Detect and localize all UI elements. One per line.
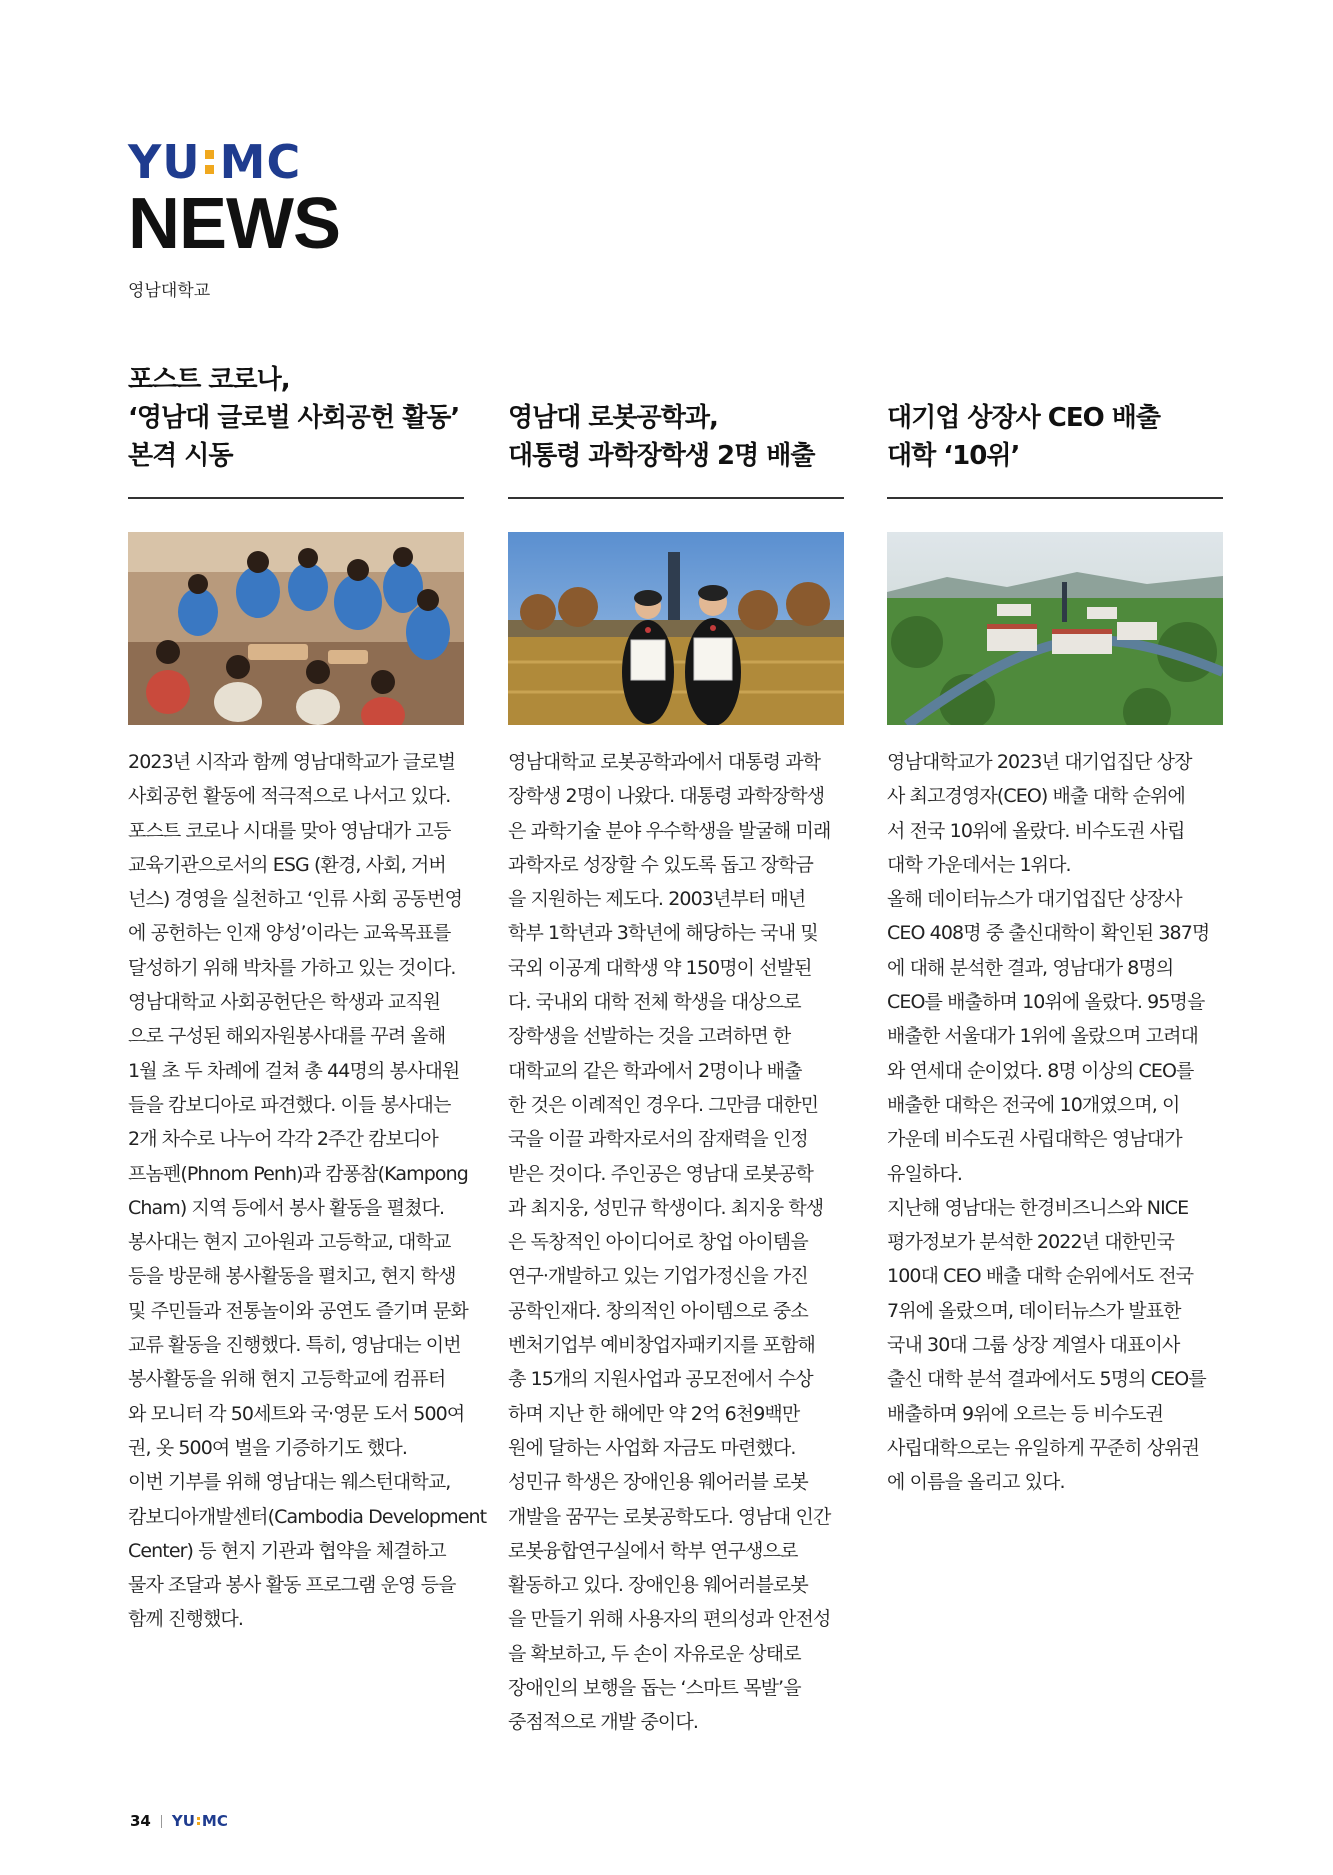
body-line: 사립대학으로는 유일하게 꾸준히 상위권 — [887, 1436, 1200, 1459]
logo-dots-icon — [205, 150, 214, 174]
page-subtitle: 영남대학교 — [128, 281, 211, 301]
body-line: 달성하기 위해 박차를 가하고 있는 것이다. — [128, 956, 456, 979]
logo-text-right: MC — [219, 135, 302, 189]
article-body — [508, 745, 844, 1740]
body-line: 서 전국 10위에 올랐다. 비수도권 사립 — [887, 819, 1185, 842]
body-line: 넌스) 경영을 실천하고 ‘인류 사회 공동번영 — [128, 888, 463, 911]
body-line: CEO를 배출하며 10위에 올랐다. 95명을 — [887, 991, 1205, 1014]
body-line: 과 최지웅, 성민규 학생이다. 최지웅 학생 — [508, 1196, 824, 1219]
body-line: 장애인의 보행을 돕는 ‘스마트 목발’을 — [508, 1677, 801, 1700]
body-line: 공학인재다. 창의적인 아이템으로 중소 — [508, 1299, 808, 1322]
article-1 — [128, 365, 487, 1637]
body-line: 하며 지난 한 해에만 약 2억 6천9백만 — [508, 1402, 800, 1425]
body-line: 봉사활동을 위해 현지 고등학교에 컴퓨터 — [128, 1368, 446, 1391]
body-line: 2개 차수로 나누어 각각 2주간 캄보디아 — [128, 1128, 438, 1151]
body-line: 물자 조달과 봉사 활동 프로그램 운영 등을 — [128, 1574, 456, 1597]
body-line: 영남대학교가 2023년 대기업집단 상장 — [887, 751, 1192, 773]
body-line: 받은 것이다. 주인공은 영남대 로봇공학 — [508, 1162, 813, 1185]
article-headline — [128, 365, 464, 475]
body-line: 활동하고 있다. 장애인용 웨어러블로봇 — [508, 1574, 808, 1597]
footer-logo-right: MC — [201, 1812, 228, 1830]
students-photo — [508, 532, 844, 725]
body-line: 대학교의 같은 학과에서 2명이나 배출 — [508, 1059, 802, 1082]
body-line: 연구·개발하고 있는 기업가정신을 가진 — [508, 1265, 808, 1288]
body-line: CEO 408명 중 출신대학이 확인된 387명 — [887, 922, 1210, 945]
body-line: 국을 이끌 과학자로서의 잠재력을 인정 — [508, 1128, 808, 1151]
yumc-logo — [128, 135, 340, 189]
body-line: 성민규 학생은 장애인용 웨어러블 로봇 — [508, 1471, 808, 1494]
article-headline — [508, 365, 844, 475]
body-line: 유일하다. — [887, 1162, 962, 1185]
body-line: 국외 이공계 대학생 약 150명이 선발된 — [508, 956, 812, 979]
body-line: 과학자로 성장할 수 있도록 돕고 장학금 — [508, 853, 813, 876]
body-line: 을 지원하는 제도다. 2003년부터 매년 — [508, 888, 806, 911]
footer-logo — [172, 1812, 228, 1830]
body-line: 대학 가운데서는 1위다. — [887, 853, 1071, 876]
body-line: 지난해 영남대는 한경비즈니스와 NICE — [887, 1196, 1189, 1219]
body-line: 올해 데이터뉴스가 대기업집단 상장사 — [887, 888, 1182, 911]
body-line: 을 만들기 위해 사용자의 편의성과 안전성 — [508, 1608, 831, 1631]
body-line: 에 이름을 올리고 있다. — [887, 1471, 1065, 1494]
body-line: 원에 달하는 사업화 자금도 마련했다. — [508, 1436, 796, 1459]
body-line: 사 최고경영자(CEO) 배출 대학 순위에 — [887, 785, 1186, 808]
body-line: 영남대학교 로봇공학과에서 대통령 과학 — [508, 751, 821, 773]
body-line: 으로 구성된 해외자원봉사대를 꾸려 올해 — [128, 1025, 446, 1048]
body-line: 장학생을 선발하는 것을 고려하면 한 — [508, 1025, 791, 1048]
headline-line: 본격 시동 — [128, 441, 233, 471]
body-line: 에 공헌하는 인재 양성’이라는 교육목표를 — [128, 922, 451, 945]
body-line: Cham) 지역 등에서 봉사 활동을 펼쳤다. — [128, 1196, 445, 1219]
body-line: 사회공헌 활동에 적극적으로 나서고 있다. — [128, 785, 451, 808]
masthead — [128, 135, 340, 301]
body-line: 교육기관으로서의 ESG (환경, 사회, 거버 — [128, 853, 446, 876]
body-line: 들을 캄보디아로 파견했다. 이들 봉사대는 — [128, 1093, 451, 1116]
article-3 — [887, 365, 1223, 1500]
body-line: 국내 30대 그룹 상장 계열사 대표이사 — [887, 1334, 1180, 1357]
footer-logo-left: YU — [171, 1812, 195, 1830]
body-line: 다. 국내외 대학 전체 학생을 대상으로 — [508, 991, 801, 1014]
body-line: 중점적으로 개발 중이다. — [508, 1711, 698, 1734]
page-number: 34 — [130, 1812, 151, 1830]
article-body — [128, 745, 487, 1637]
body-line: 배출한 대학은 전국에 10개였으며, 이 — [887, 1093, 1180, 1116]
body-line: 평가정보가 분석한 2022년 대한민국 — [887, 1231, 1175, 1254]
body-line: 캄보디아개발센터(Cambodia Development — [128, 1505, 487, 1528]
body-line: 영남대학교 사회공헌단은 학생과 교직원 — [128, 991, 441, 1014]
page-footer — [130, 1812, 228, 1830]
divider — [128, 497, 464, 499]
body-line: 포스트 코로나 시대를 맞아 영남대가 고등 — [128, 819, 451, 842]
divider — [887, 497, 1223, 499]
headline-line: 영남대 로봇공학과, — [508, 403, 718, 433]
body-line: 출신 대학 분석 결과에서도 5명의 CEO를 — [887, 1368, 1206, 1391]
body-line: 2023년 시작과 함께 영남대학교가 글로벌 — [128, 751, 456, 773]
article-2 — [508, 365, 844, 1740]
divider — [508, 497, 844, 499]
article-body — [887, 745, 1223, 1500]
body-line: 에 대해 분석한 결과, 영남대가 8명의 — [887, 956, 1174, 979]
body-line: 1월 초 두 차례에 걸쳐 총 44명의 봉사대원 — [128, 1059, 460, 1082]
headline-line: 대통령 과학장학생 2명 배출 — [508, 441, 815, 471]
logo-text-left: YU — [128, 135, 201, 189]
headline-line: ‘영남대 글로벌 사회공헌 활동’ — [128, 403, 460, 433]
body-line: 교류 활동을 진행했다. 특히, 영남대는 이번 — [128, 1334, 461, 1357]
body-line: 을 확보하고, 두 손이 자유로운 상태로 — [508, 1642, 801, 1665]
body-line: 배출하며 9위에 오르는 등 비수도권 — [887, 1402, 1164, 1425]
body-line: 및 주민들과 전통놀이와 공연도 즐기며 문화 — [128, 1299, 468, 1322]
body-line: 벤처기업부 예비창업자패키지를 포함해 — [508, 1334, 815, 1357]
body-line: 권, 옷 500여 벌을 기증하기도 했다. — [128, 1436, 407, 1459]
body-line: 7위에 올랐으며, 데이터뉴스가 발표한 — [887, 1299, 1181, 1322]
body-line: 총 15개의 지원사업과 공모전에서 수상 — [508, 1368, 813, 1391]
body-line: 함께 진행했다. — [128, 1608, 244, 1631]
body-line: 프놈펜(Phnom Penh)과 캄퐁참(Kampong — [128, 1162, 468, 1185]
body-line: 은 독창적인 아이디어로 창업 아이템을 — [508, 1231, 808, 1254]
headline-line: 대기업 상장사 CEO 배출 — [887, 403, 1161, 433]
body-line: 와 연세대 순이었다. 8명 이상의 CEO를 — [887, 1059, 1194, 1082]
body-line: 개발을 꿈꾸는 로봇공학도다. 영남대 인간 — [508, 1505, 831, 1528]
body-line: 이번 기부를 위해 영남대는 웨스턴대학교, — [128, 1471, 451, 1494]
body-line: 와 모니터 각 50세트와 국·영문 도서 500여 — [128, 1402, 465, 1425]
logo-dots-icon — [197, 1817, 200, 1825]
campus-aerial-photo — [887, 532, 1223, 725]
body-line: Center) 등 현지 기관과 협약을 체결하고 — [128, 1539, 446, 1562]
volunteers-photo — [128, 532, 464, 725]
body-line: 장학생 2명이 나왔다. 대통령 과학장학생 — [508, 785, 825, 808]
body-line: 배출한 서울대가 1위에 올랐으며 고려대 — [887, 1025, 1199, 1048]
body-line: 로봇융합연구실에서 학부 연구생으로 — [508, 1539, 798, 1562]
body-line: 한 것은 이례적인 경우다. 그만큼 대한민 — [508, 1093, 819, 1116]
article-headline — [887, 365, 1223, 475]
body-line: 학부 1학년과 3학년에 해당하는 국내 및 — [508, 922, 818, 945]
body-line: 봉사대는 현지 고아원과 고등학교, 대학교 — [128, 1231, 451, 1254]
body-line: 가운데 비수도권 사립대학은 영남대가 — [887, 1128, 1182, 1151]
headline-line: 포스트 코로나, — [128, 365, 290, 395]
headline-line: 대학 ‘10위’ — [887, 441, 1020, 471]
page-title: NEWS — [128, 184, 340, 264]
body-line: 등을 방문해 봉사활동을 펼치고, 현지 학생 — [128, 1265, 456, 1288]
body-line: 100대 CEO 배출 대학 순위에서도 전국 — [887, 1265, 1194, 1288]
footer-divider — [161, 1815, 162, 1828]
body-line: 은 과학기술 분야 우수학생을 발굴해 미래 — [508, 819, 831, 842]
